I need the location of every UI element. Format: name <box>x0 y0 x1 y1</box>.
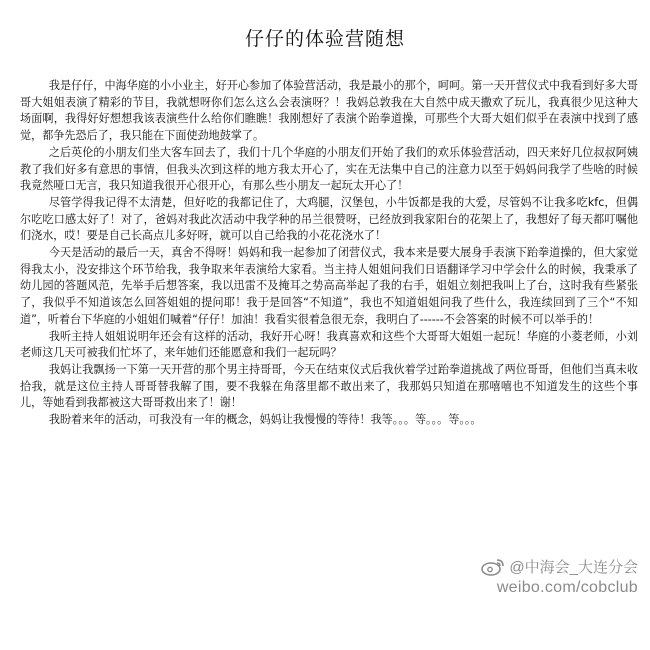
document-title: 仔仔的体验营随想 <box>244 28 405 50</box>
watermark-handle-row <box>481 556 638 577</box>
watermark-url: weibo.com/cobclub <box>496 579 638 596</box>
paragraph-5: 我听主持人姐姐说明年还会有这样的活动，我好开心呀！我真喜欢和这些个大哥哥大姐姐一起玩！华庭的小菱老师，小刘老师这几天可被我们忙坏了，来年她们还能愿意和我们一起玩吗？ <box>20 329 638 360</box>
document-body <box>20 78 638 429</box>
weibo-logo-icon <box>481 558 505 576</box>
watermark-handle: @中海会_大连分会 <box>509 559 638 576</box>
paragraph-3: 尽管学得我记得不太清楚，但好吃的我都记住了，大鸡腿，汉堡包，小牛饭都是我的大爱，尽管妈不让我多吃kfc，但偶尔吃吃口感太好了！对了，爸妈对我此次活动中我学种的吊兰很赞呀，已经放到我家阳台的花架上了，我想好了每天都叮嘱他们浇水，哎！要是自己长高点儿多好呀，就可以自己给我的小花花浇水了！ <box>20 195 638 243</box>
paragraph-7: 我盼着来年的活动，可我没有一年的概念，妈妈让我慢慢的等待！我等。。。等。。。等。。。 <box>48 413 482 427</box>
paragraph-4: 今天是活动的最后一天，真舍不得呀！妈妈和我一起参加了闭营仪式，我本来是要大展身手表演下跆拳道操的，但大家觉得我太小，没安排这个环节给我，我争取来年表演给大家看。当主持人姐姐问我们日语翻译学习中学会什么的时候，我秉承了幼儿园的答题风范，先举手后想答案，我以迅雷不及掩耳之势高高举起了我的右手，姐姐立刻把我叫上了台，这时我有些紧张了，我似乎不知道该怎么回答姐姐的提问耶！我于是回答“不知道”，我也不知道姐姐问我了些什么，我连续回到了三个“不知道”，听着台下华庭的小姐姐们喊着“仔仔！加油！我看实很着急很无奈，我明白了------不会答案的时候不可以举手的！ <box>20 246 638 326</box>
paragraph-1: 我是仔仔，中海华庭的小小业主，好开心参加了体验营活动，我是最小的那个，呵呵。第一天开营仪式中我看到好多大哥哥大姐姐表演了精彩的节目，我就想呀你们怎么这么会表演呀？！我妈总敦我在大自然中成天撒欢了玩儿，我真很少见这种大场面啊，我得好好想想我该表演些什么给你们瞧瞧！我刚想好了表演个跆拳道操，可那些个大哥大姐们似乎在表演中找到了感觉，都争先恐后了，我只能在下面使劲地鼓掌了。 <box>20 79 638 143</box>
paragraph-2: 之后英伦的小朋友们坐大客车回去了，我们十几个华庭的小朋友们开始了我们的欢乐体验营活动，四天来好几位叔叔阿姨教了我们好多有意思的事情，但我头次到这样的地方我太开心了，实在无法集中自己的注意力以至于妈妈问我学了些啥的时候我竟然哑口无言，我只知道我很开心很开心，有那么些小朋友一起玩太开心了！ <box>20 145 638 193</box>
weibo-watermark <box>481 556 638 597</box>
paragraph-6: 我妈让我飘扬一下第一天开营的那个男主持哥哥，今天在结束仪式后我伙着学过跆拳道挑战了两位哥哥，但他们当真未收拾我，就是这位主持人哥哥替我解了围，要不我躲在角落里都不敢出来了，我那妈只知道在那嘻嘻也不知道发生的这些个事儿，等她看到我都被这大哥哥救出来了！谢！ <box>20 362 638 410</box>
